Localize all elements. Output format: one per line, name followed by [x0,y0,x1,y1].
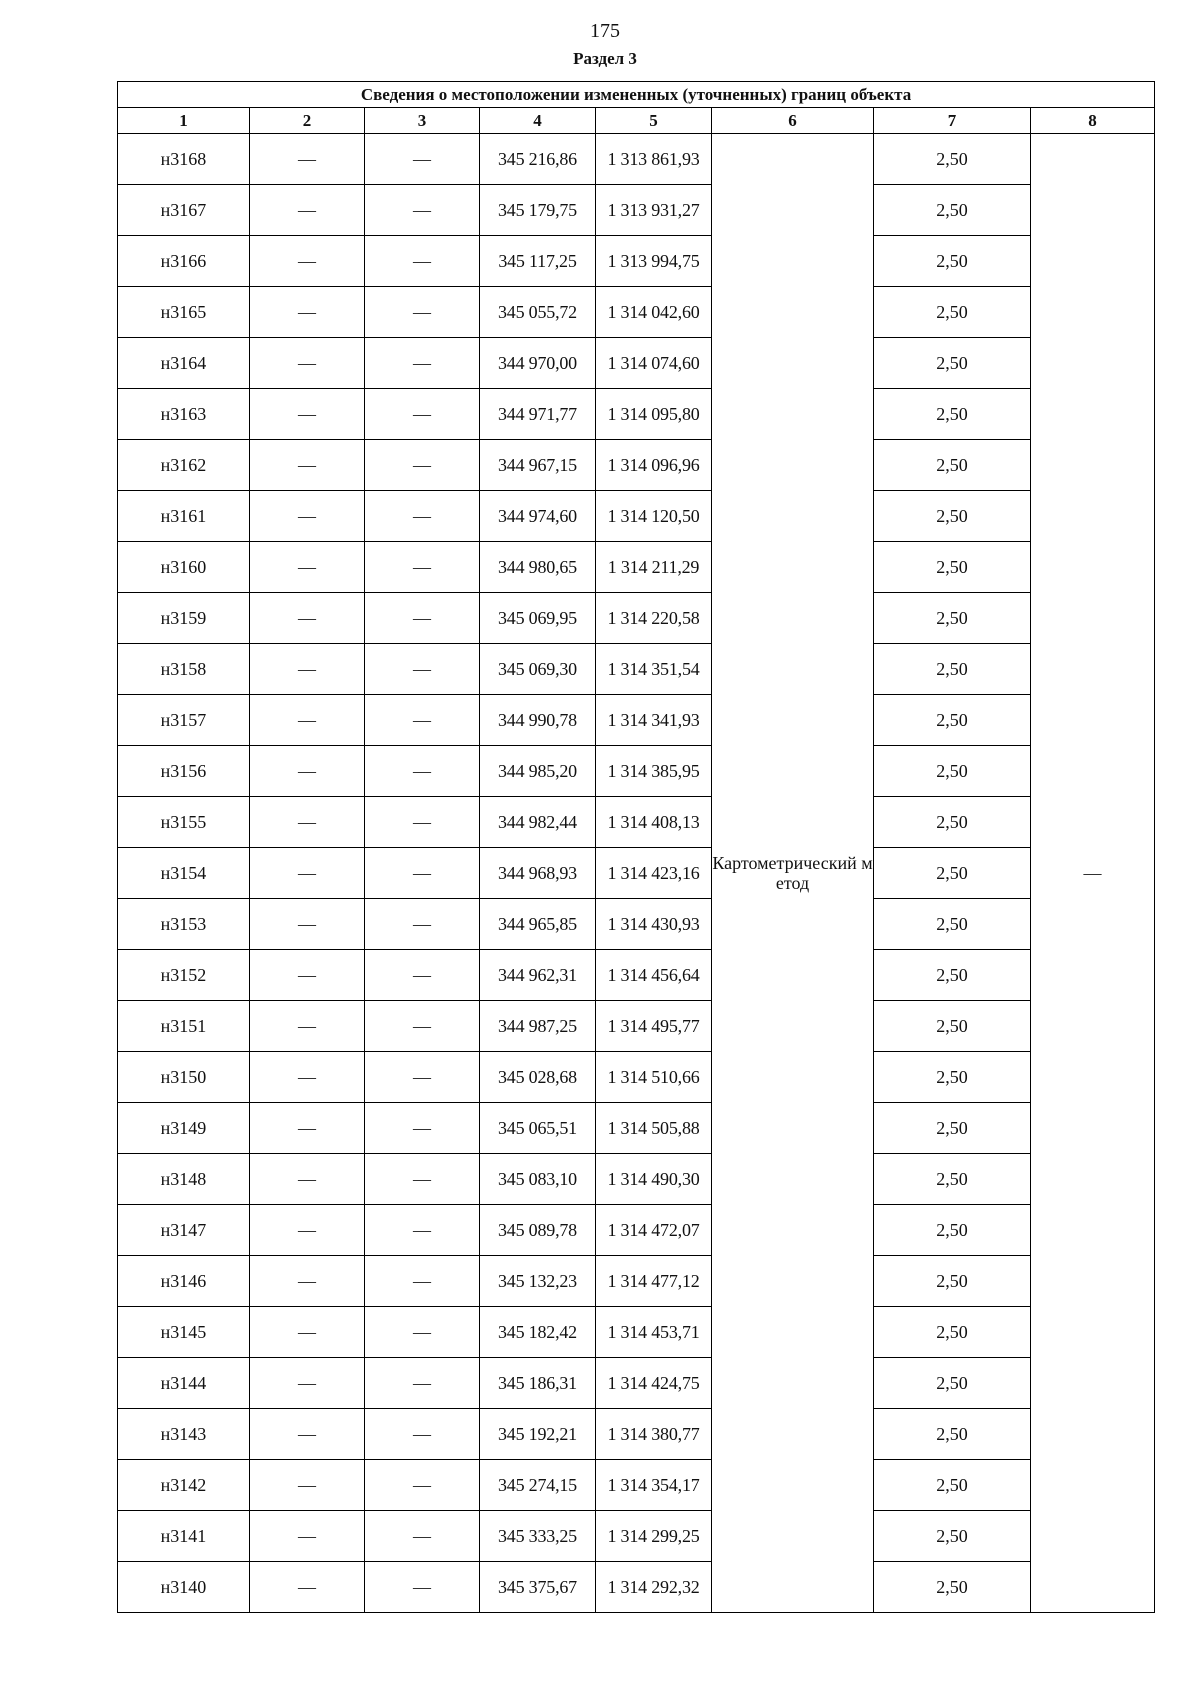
x-coordinate-cell: 345 186,31 [480,1358,596,1409]
y-coordinate-cell: 1 314 505,88 [596,1103,712,1154]
dash-cell: — [250,1001,365,1052]
y-coordinate-cell: 1 314 453,71 [596,1307,712,1358]
x-coordinate-cell: 345 192,21 [480,1409,596,1460]
y-coordinate-cell: 1 314 096,96 [596,440,712,491]
dash-cell: — [365,797,480,848]
point-number-cell: н3149 [118,1103,250,1154]
accuracy-cell: 2,50 [874,746,1031,797]
table-row [118,134,1155,185]
column-number-row [118,108,1155,134]
accuracy-cell: 2,50 [874,1358,1031,1409]
dash-cell: — [250,287,365,338]
x-coordinate-cell: 345 333,25 [480,1511,596,1562]
dash-cell: — [365,1460,480,1511]
dash-cell: — [250,338,365,389]
x-coordinate-cell: 344 962,31 [480,950,596,1001]
dash-cell: — [365,338,480,389]
dash-cell: — [365,593,480,644]
point-number-cell: н3144 [118,1358,250,1409]
point-number-cell: н3168 [118,134,250,185]
y-coordinate-cell: 1 314 495,77 [596,1001,712,1052]
dash-cell: — [365,1409,480,1460]
table-row [118,797,1155,848]
x-coordinate-cell: 345 132,23 [480,1256,596,1307]
x-coordinate-cell: 345 179,75 [480,185,596,236]
table-row [118,746,1155,797]
table-row [118,1409,1155,1460]
dash-cell: — [365,1358,480,1409]
dash-cell: — [365,899,480,950]
point-number-cell: н3151 [118,1001,250,1052]
table-row [118,1511,1155,1562]
y-coordinate-cell: 1 314 490,30 [596,1154,712,1205]
y-coordinate-cell: 1 314 354,17 [596,1460,712,1511]
table-row [118,1001,1155,1052]
table-row [118,542,1155,593]
accuracy-cell: 2,50 [874,1511,1031,1562]
table-row [118,1205,1155,1256]
dash-cell: — [365,1562,480,1613]
x-coordinate-cell: 345 055,72 [480,287,596,338]
point-number-cell: н3162 [118,440,250,491]
table-body [118,134,1155,1613]
point-number-cell: н3153 [118,899,250,950]
accuracy-cell: 2,50 [874,1052,1031,1103]
accuracy-cell: 2,50 [874,1205,1031,1256]
point-number-cell: н3150 [118,1052,250,1103]
point-number-cell: н3166 [118,236,250,287]
point-number-cell: н3145 [118,1307,250,1358]
point-number-cell: н3160 [118,542,250,593]
accuracy-cell: 2,50 [874,1307,1031,1358]
point-number-cell: н3142 [118,1460,250,1511]
x-coordinate-cell: 345 083,10 [480,1154,596,1205]
dash-cell: — [250,848,365,899]
page-number: 175 [590,20,620,42]
accuracy-cell: 2,50 [874,950,1031,1001]
x-coordinate-cell: 345 375,67 [480,1562,596,1613]
y-coordinate-cell: 1 314 292,32 [596,1562,712,1613]
dash-cell: — [365,287,480,338]
dash-cell: — [365,491,480,542]
y-coordinate-cell: 1 314 430,93 [596,899,712,950]
point-number-cell: н3140 [118,1562,250,1613]
point-number-cell: н3163 [118,389,250,440]
y-coordinate-cell: 1 314 095,80 [596,389,712,440]
point-number-cell: н3148 [118,1154,250,1205]
accuracy-cell: 2,50 [874,848,1031,899]
dash-cell: — [250,542,365,593]
table-row [118,899,1155,950]
point-number-cell: н3143 [118,1409,250,1460]
accuracy-cell: 2,50 [874,440,1031,491]
section-title: Раздел 3 [573,49,637,68]
column-header: 7 [874,108,1031,134]
dash-cell: — [250,1052,365,1103]
dash-cell: — [365,1052,480,1103]
dash-cell: — [250,1511,365,1562]
point-number-cell: н3155 [118,797,250,848]
y-coordinate-cell: 1 314 477,12 [596,1256,712,1307]
y-coordinate-cell: 1 314 408,13 [596,797,712,848]
dash-cell: — [250,134,365,185]
accuracy-cell: 2,50 [874,185,1031,236]
accuracy-cell: 2,50 [874,491,1031,542]
dash-cell: — [365,848,480,899]
y-coordinate-cell: 1 313 861,93 [596,134,712,185]
table-row [118,1052,1155,1103]
dash-cell: — [365,746,480,797]
y-coordinate-cell: 1 314 211,29 [596,542,712,593]
point-number-cell: н3161 [118,491,250,542]
x-coordinate-cell: 344 971,77 [480,389,596,440]
accuracy-cell: 2,50 [874,1103,1031,1154]
x-coordinate-cell: 344 967,15 [480,440,596,491]
table-row [118,1562,1155,1613]
point-number-cell: н3164 [118,338,250,389]
dash-cell: — [250,950,365,1001]
y-coordinate-cell: 1 314 341,93 [596,695,712,746]
point-number-cell: н3156 [118,746,250,797]
table-row [118,389,1155,440]
table-row [118,491,1155,542]
accuracy-cell: 2,50 [874,1562,1031,1613]
accuracy-cell: 2,50 [874,899,1031,950]
y-coordinate-cell: 1 314 351,54 [596,644,712,695]
dash-cell: — [365,185,480,236]
table-row [118,1307,1155,1358]
point-number-cell: н3141 [118,1511,250,1562]
dash-cell: — [250,236,365,287]
accuracy-cell: 2,50 [874,134,1031,185]
dash-cell: — [250,746,365,797]
point-number-cell: н3165 [118,287,250,338]
table-row [118,287,1155,338]
point-number-cell: н3152 [118,950,250,1001]
dash-cell: — [365,1256,480,1307]
table-row [118,1460,1155,1511]
dash-cell: — [250,185,365,236]
accuracy-cell: 2,50 [874,695,1031,746]
table-row [118,950,1155,1001]
table-row [118,848,1155,899]
point-number-cell: н3157 [118,695,250,746]
y-coordinate-cell: 1 313 994,75 [596,236,712,287]
boundary-coordinates-table [117,81,1155,1613]
dash-cell: — [250,644,365,695]
dash-cell: — [250,593,365,644]
point-number-cell: н3154 [118,848,250,899]
dash-cell: — [365,950,480,1001]
y-coordinate-cell: 1 314 120,50 [596,491,712,542]
accuracy-cell: 2,50 [874,1154,1031,1205]
table-row [118,1103,1155,1154]
dash-cell: — [365,1307,480,1358]
x-coordinate-cell: 345 069,95 [480,593,596,644]
dash-cell: — [250,491,365,542]
x-coordinate-cell: 344 980,65 [480,542,596,593]
x-coordinate-cell: 344 970,00 [480,338,596,389]
dash-cell: — [250,1103,365,1154]
x-coordinate-cell: 344 990,78 [480,695,596,746]
accuracy-cell: 2,50 [874,338,1031,389]
x-coordinate-cell: 345 089,78 [480,1205,596,1256]
table-title: Сведения о местоположении измененных (уточненных) границ объекта [118,82,1155,108]
accuracy-cell: 2,50 [874,593,1031,644]
table-row [118,440,1155,491]
table-row [118,1154,1155,1205]
accuracy-cell: 2,50 [874,236,1031,287]
dash-cell: — [250,1205,365,1256]
dash-cell: — [250,1154,365,1205]
dash-cell: — [365,542,480,593]
x-coordinate-cell: 345 065,51 [480,1103,596,1154]
y-coordinate-cell: 1 314 042,60 [596,287,712,338]
dash-cell: — [250,1358,365,1409]
y-coordinate-cell: 1 314 424,75 [596,1358,712,1409]
table-row [118,1256,1155,1307]
y-coordinate-cell: 1 314 299,25 [596,1511,712,1562]
dash-cell: — [365,1511,480,1562]
y-coordinate-cell: 1 314 510,66 [596,1052,712,1103]
x-coordinate-cell: 344 974,60 [480,491,596,542]
dash-cell: — [250,797,365,848]
column-header: 6 [712,108,874,134]
table-row [118,338,1155,389]
column-header: 2 [250,108,365,134]
dash-cell: — [365,1001,480,1052]
accuracy-cell: 2,50 [874,287,1031,338]
x-coordinate-cell: 345 028,68 [480,1052,596,1103]
dash-cell: — [365,236,480,287]
table-row [118,236,1155,287]
x-coordinate-cell: 344 968,93 [480,848,596,899]
accuracy-cell: 2,50 [874,797,1031,848]
dash-cell: — [250,1460,365,1511]
column-header: 4 [480,108,596,134]
dash-cell: — [365,695,480,746]
column-header: 1 [118,108,250,134]
point-number-cell: н3146 [118,1256,250,1307]
point-number-cell: н3167 [118,185,250,236]
accuracy-cell: 2,50 [874,1256,1031,1307]
accuracy-cell: 2,50 [874,1460,1031,1511]
dash-cell: — [250,695,365,746]
y-coordinate-cell: 1 314 380,77 [596,1409,712,1460]
y-coordinate-cell: 1 314 074,60 [596,338,712,389]
y-coordinate-cell: 1 314 472,07 [596,1205,712,1256]
dash-cell: — [250,1256,365,1307]
dash-cell: — [250,440,365,491]
dash-cell: — [365,1154,480,1205]
x-coordinate-cell: 345 069,30 [480,644,596,695]
x-coordinate-cell: 344 982,44 [480,797,596,848]
y-coordinate-cell: 1 314 456,64 [596,950,712,1001]
table-row [118,185,1155,236]
dash-cell: — [250,1562,365,1613]
dash-cell: — [250,1409,365,1460]
x-coordinate-cell: 344 985,20 [480,746,596,797]
accuracy-cell: 2,50 [874,1001,1031,1052]
x-coordinate-cell: 345 117,25 [480,236,596,287]
x-coordinate-cell: 344 987,25 [480,1001,596,1052]
y-coordinate-cell: 1 314 423,16 [596,848,712,899]
dash-cell: — [365,440,480,491]
column-header: 5 [596,108,712,134]
accuracy-cell: 2,50 [874,644,1031,695]
table-row [118,644,1155,695]
point-number-cell: н3147 [118,1205,250,1256]
column-header: 3 [365,108,480,134]
dash-cell: — [365,644,480,695]
dash-cell: — [250,389,365,440]
table-row [118,695,1155,746]
x-coordinate-cell: 345 216,86 [480,134,596,185]
table-row [118,593,1155,644]
accuracy-cell: 2,50 [874,542,1031,593]
dash-cell: — [250,1307,365,1358]
column-header: 8 [1031,108,1155,134]
accuracy-cell: 2,50 [874,1409,1031,1460]
column8-cell: — [1031,134,1155,1613]
y-coordinate-cell: 1 313 931,27 [596,185,712,236]
point-number-cell: н3159 [118,593,250,644]
y-coordinate-cell: 1 314 220,58 [596,593,712,644]
x-coordinate-cell: 345 182,42 [480,1307,596,1358]
dash-cell: — [250,899,365,950]
accuracy-cell: 2,50 [874,389,1031,440]
method-cell: Картометрический метод [712,134,874,1613]
y-coordinate-cell: 1 314 385,95 [596,746,712,797]
dash-cell: — [365,1103,480,1154]
dash-cell: — [365,1205,480,1256]
x-coordinate-cell: 344 965,85 [480,899,596,950]
dash-cell: — [365,389,480,440]
point-number-cell: н3158 [118,644,250,695]
x-coordinate-cell: 345 274,15 [480,1460,596,1511]
table-row [118,1358,1155,1409]
dash-cell: — [365,134,480,185]
